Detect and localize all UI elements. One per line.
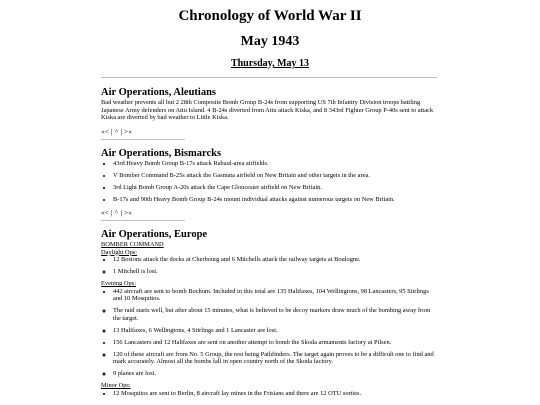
section-bismarcks [101, 148, 437, 217]
nav-separator: | [120, 126, 123, 136]
list-item: • 43rd Heavy Bomb Group B-17s attack Rabaul-area airfields. [113, 160, 437, 168]
bomber-command-link[interactable]: BOMBER COMMAND [101, 241, 164, 248]
evening-ops-label: Evening Ops: [101, 280, 136, 288]
prev-link[interactable]: < [104, 207, 110, 217]
divider [101, 77, 437, 78]
minor-list [101, 390, 437, 398]
list-item: • 12 Mosquitos are sent to Berlin, 8 aircraft lay mines in the Frisians and there are 12 OTU sorties. [113, 390, 437, 398]
section-divider [101, 139, 185, 140]
section-heading: Air Operations, Aleutians [101, 87, 217, 98]
list-item: • 12 Bostons attack the docks at Cherbourg and 6 Mitchells attack the railway targets at Boulogne. [113, 256, 437, 264]
month-heading: May 1943 [240, 34, 300, 49]
list-item: ◦ 1 Mitchell is lost. [113, 268, 437, 276]
evening-list [101, 288, 437, 303]
nav-separator: | [120, 207, 123, 217]
list-item: ◦ 120 of these aircraft are from No. 5 Group, the rest being Pathfinders. The target again proves to be a difficult one to find and mark accurately. Almost all the bombs fall in open country north of the Skoda factory. [113, 351, 437, 366]
list-item: • B-17s and 90th Heavy Bomb Group B-24s mount individual attacks against numerous targets on New Britain. [113, 196, 437, 204]
list-item: ◦ 9 planes are lost. [113, 370, 437, 378]
evening-sublist [101, 307, 437, 334]
section-aleutians [101, 87, 437, 136]
daylight-list [101, 256, 437, 264]
page-title: Chronology of World War II [178, 8, 362, 24]
up-link[interactable]: ^ [114, 207, 119, 217]
pilsen-list [101, 339, 437, 347]
list-item: • 3rd Light Bomb Group A-20s attack the Cape Gloucester airfield on New Britain. [113, 184, 437, 192]
next-link[interactable]: > [123, 207, 129, 217]
first-link[interactable]: « [101, 126, 105, 136]
date-heading: Thursday, May 13 [230, 58, 310, 69]
bismarcks-list [101, 160, 437, 204]
nav-separator: | [110, 207, 113, 217]
nav-links [101, 208, 437, 217]
first-link[interactable]: « [101, 207, 105, 217]
daylight-sublist [101, 268, 437, 276]
nav-separator: | [110, 126, 113, 136]
last-link[interactable]: » [128, 207, 132, 217]
nav-links [101, 127, 437, 136]
prev-link[interactable]: < [104, 126, 110, 136]
minor-ops-label: Minor Ops: [101, 382, 131, 390]
list-item: ◦ 13 Halifaxes, 6 Wellingtons, 4 Stirlings and 1 Lancaster are lost. [113, 327, 437, 335]
next-link[interactable]: > [123, 126, 129, 136]
section-divider [101, 220, 185, 221]
pilsen-sublist [101, 351, 437, 378]
list-item: • V Bomber Command B-25s attack the Gasmata airfield on New Britain and other targets in the area. [113, 172, 437, 180]
section-text: Bad weather prevents all but 2 28th Composite Bomb Group B-24s from supporting US 7th Infantry Division troops battling Japanese Army defenders on Attu Island. 4 B-24s diverted from Attu attack Kiska, and 8 343rd Fighter Group P-40s sent to attack Kiska are diverted by bad weather to Little Kiska. [101, 99, 434, 122]
section-heading: Air Operations, Bismarcks [101, 148, 222, 159]
daylight-ops-label: Daylight Ops: [101, 248, 138, 256]
list-item: • 442 aircraft are sent to bomb Bochum. Included in this total are 135 Halifaxes, 104 Wellingtons, 98 Lancasters, 95 Stirlings and 10 Mosquitos. [113, 288, 437, 303]
section-heading: Air Operations, Europe [101, 229, 208, 240]
list-item: ◦ The raid starts well, but after about 15 minutes, what is believed to be decoy markers draw much of the bombing away from the target. [113, 307, 437, 322]
last-link[interactable]: » [128, 126, 132, 136]
section-europe [101, 229, 437, 402]
up-link[interactable]: ^ [114, 126, 119, 136]
list-item: • 156 Lancasters and 12 Halifaxes are sent on another attempt to bomb the Skoda armaments factory at Pilsen. [113, 339, 437, 347]
